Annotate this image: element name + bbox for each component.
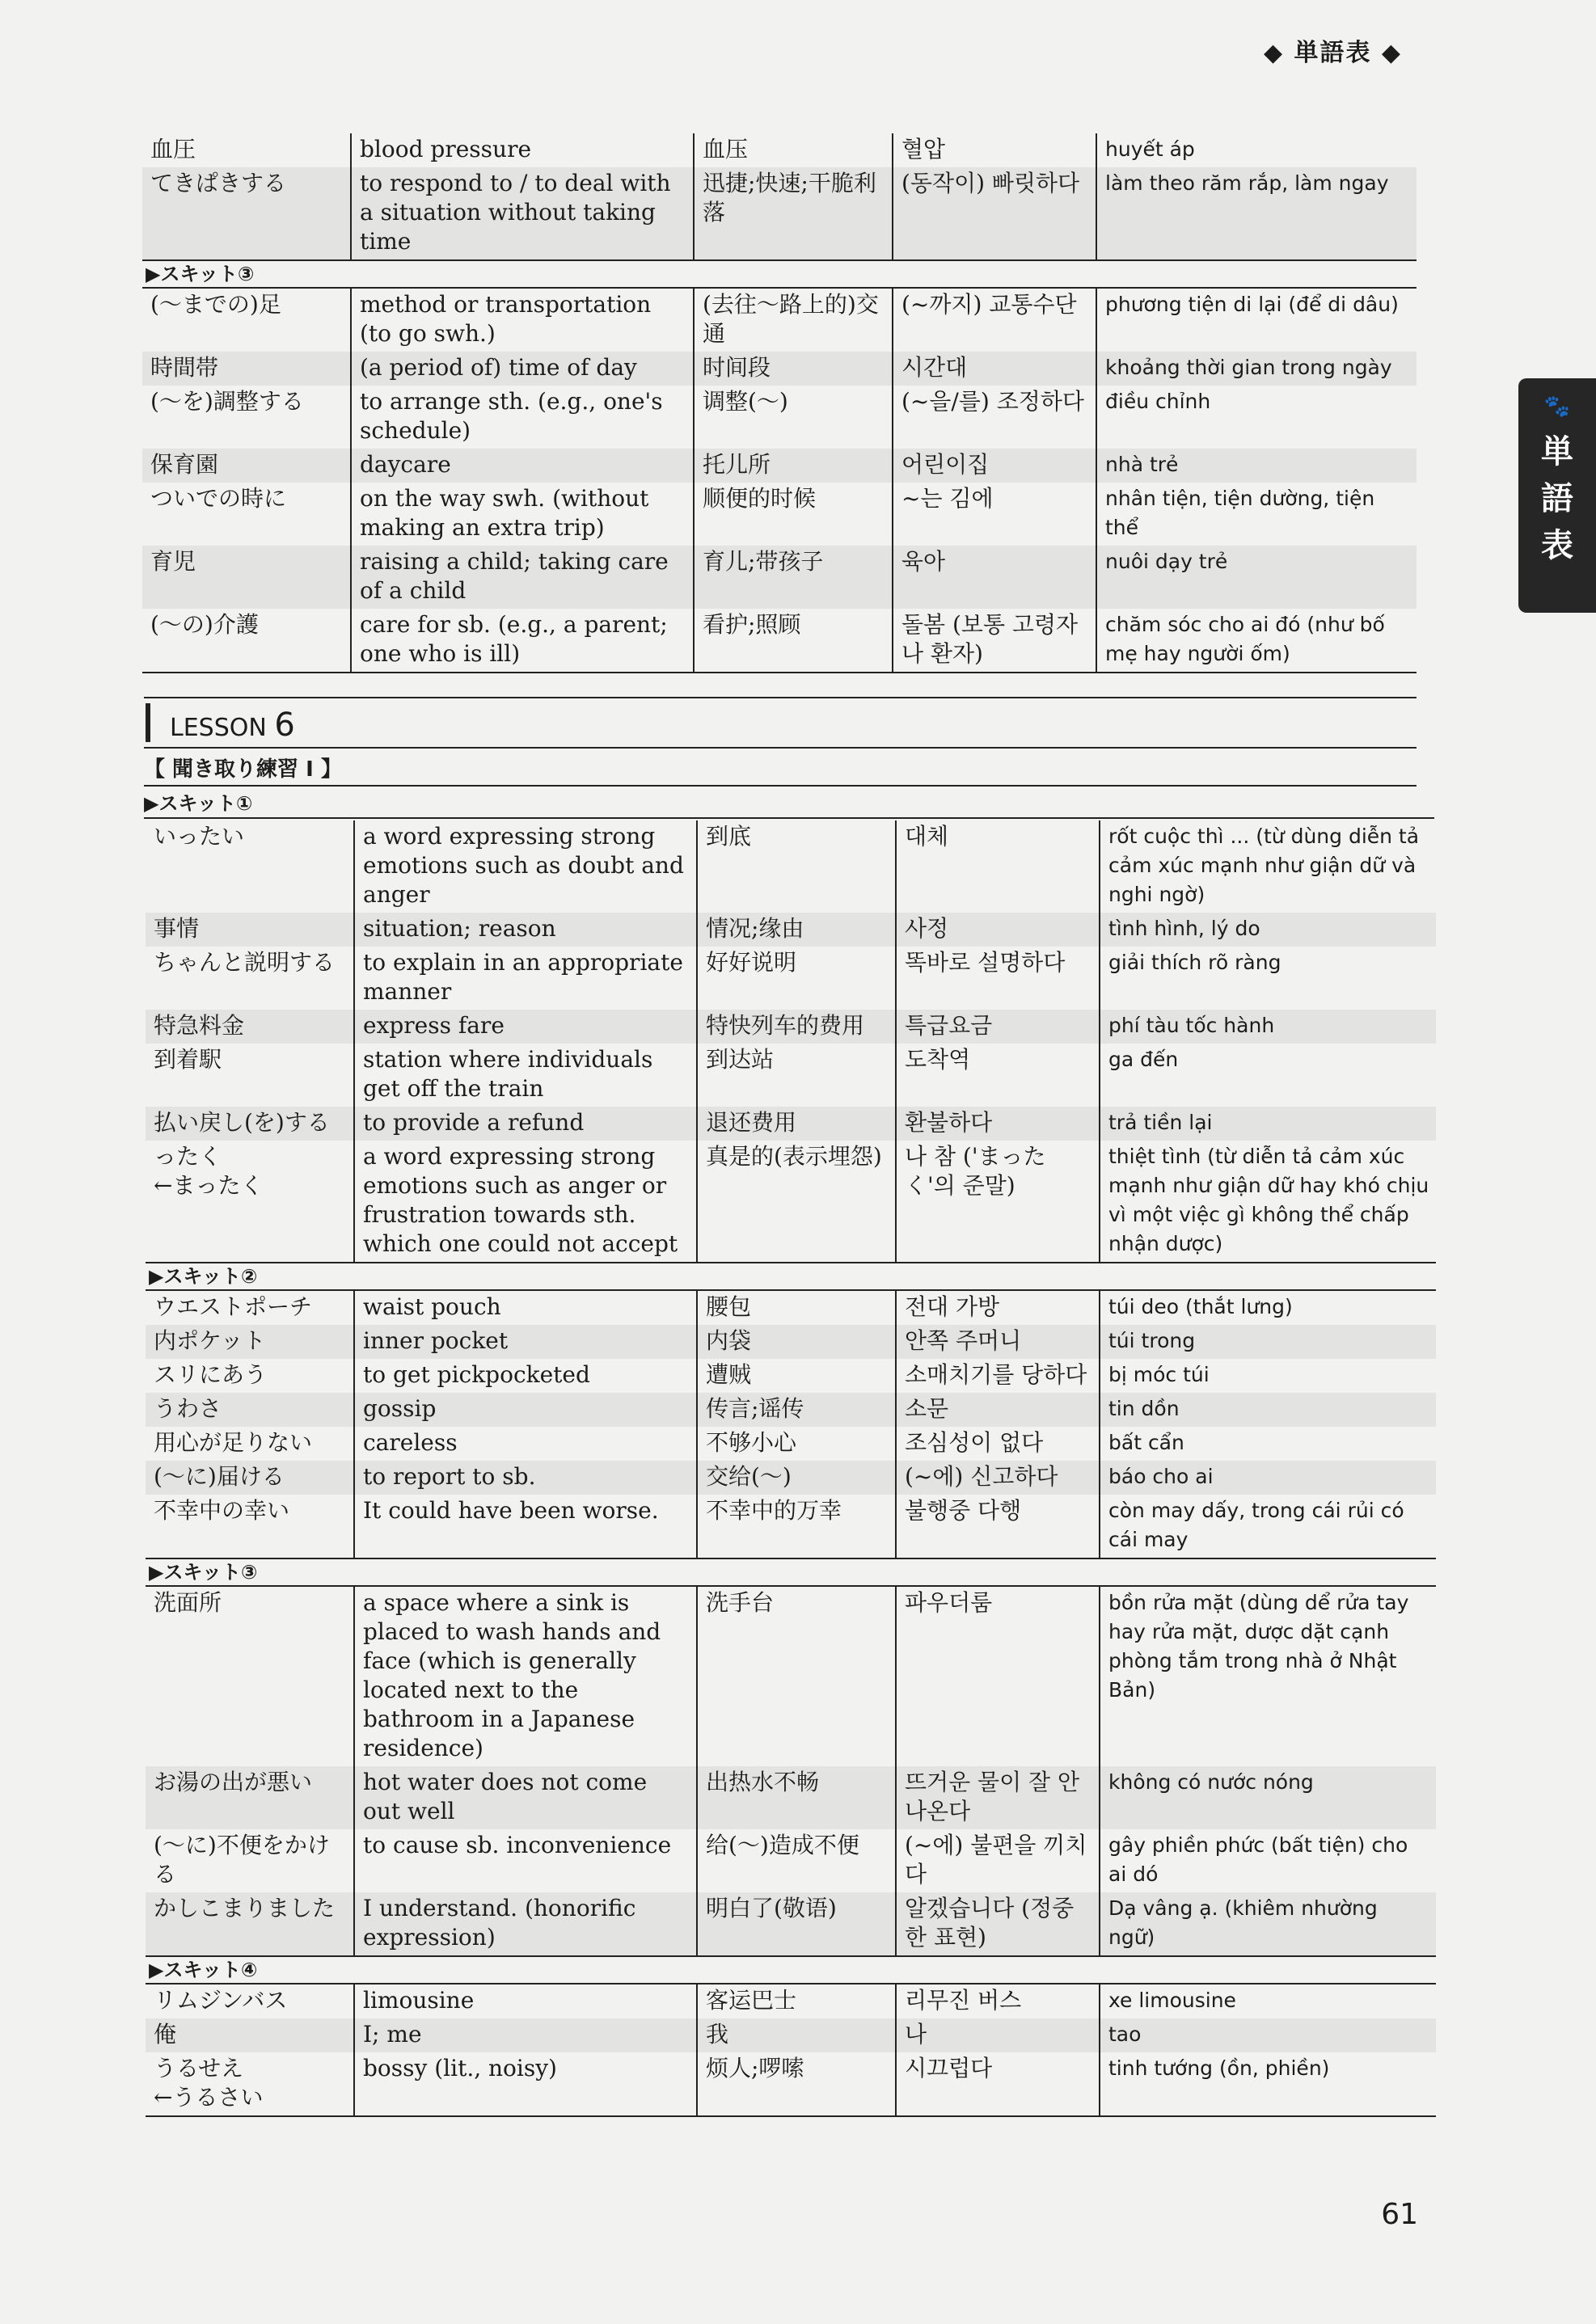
vocab-cell-jp: リムジンバス — [154, 1987, 288, 2014]
vocab-row — [142, 133, 1417, 167]
section-heading: ▶スキット③ — [146, 1558, 1436, 1586]
section-heading: ▶スキット② — [146, 1263, 1436, 1290]
vocab-row — [142, 386, 1417, 449]
vocab-cell-jp: (〜に)不便をかける — [154, 1832, 330, 1887]
vocab-row — [146, 1586, 1436, 1766]
section-heading-row — [146, 1558, 1436, 1586]
vocab-row — [142, 167, 1417, 260]
vocab-cell-ko: (~을/를) 조정하다 — [893, 386, 1096, 449]
lesson-heading — [144, 697, 1417, 749]
vocab-cell-jp: ウエストポーチ — [154, 1293, 313, 1320]
vocab-cell-zh: 明白了(敬语) — [697, 1892, 896, 1956]
vocab-cell-zh: 顺便的时候 — [694, 483, 893, 546]
vocab-cell-vi: gây phiền phức (bất tiện) cho ai dó — [1100, 1829, 1436, 1892]
vocab-cell-vi: rốt cuộc thì ... (từ dùng diễn tả cảm xúc mạnh như giận dữ và nghi ngờ) — [1100, 820, 1436, 913]
vocab-cell-jp: 到着駅 — [154, 1046, 222, 1073]
vocab-row — [146, 1290, 1436, 1325]
vocab-cell-ko: 파우더룸 — [896, 1586, 1100, 1766]
vocab-cell-en: a word expressing strong emotions such as doubt and anger — [354, 820, 697, 913]
page-number: 61 — [1381, 2198, 1418, 2231]
vocab-cell-ko: 불행중 다행 — [896, 1495, 1100, 1558]
vocab-row — [146, 1141, 1436, 1263]
vocab-cell-zh: 客运巴士 — [697, 1984, 896, 2018]
vocab-cell-jp: (〜を)調整する — [150, 388, 304, 415]
vocab-cell-ko: (~에) 신고하다 — [896, 1461, 1100, 1495]
section-heading-row — [146, 1263, 1436, 1290]
vocab-cell-vi: túi trong — [1100, 1325, 1436, 1359]
vocab-row — [146, 1325, 1436, 1359]
side-tab — [1518, 378, 1596, 613]
vocab-cell-zh: 传言;谣传 — [697, 1393, 896, 1427]
vocab-row — [146, 2052, 1436, 2116]
vocab-cell-jp: 内ポケット — [146, 1325, 354, 1359]
vocab-cell-zh: 迅捷;快速;干脆利落 — [694, 167, 893, 260]
vocab-cell-vi: phí tàu tốc hành — [1100, 1010, 1436, 1044]
vocab-cell-en: on the way swh. (without making an extra trip) — [351, 483, 694, 546]
vocab-cell-zh: 不够小心 — [697, 1427, 896, 1461]
vocab-cell-en: (a period of) time of day — [351, 352, 694, 386]
vocab-cell-jp: ついでの時に — [150, 485, 287, 512]
vocab-row — [146, 1892, 1436, 1956]
vocab-cell-en: situation; reason — [354, 913, 697, 947]
vocab-cell-en: to cause sb. inconvenience — [354, 1829, 697, 1892]
side-tab-char: 表 — [1541, 527, 1573, 564]
vocab-cell-en: to arrange sth. (e.g., one's schedule) — [351, 386, 694, 449]
vocab-cell-ko: 전대 가방 — [896, 1290, 1100, 1325]
vocab-row — [146, 2018, 1436, 2052]
vocab-row — [146, 1044, 1436, 1107]
vocab-row — [146, 1427, 1436, 1461]
vocab-cell-ko: 나 참 ('まったく'의 준말) — [896, 1141, 1100, 1263]
vocab-cell-ko: 안쪽 주머니 — [896, 1325, 1100, 1359]
vocab-cell-zh: 到达站 — [697, 1044, 896, 1107]
vocab-cell-jp: てきぱきする — [142, 167, 351, 260]
vocab-cell-ko: (~에) 불편을 끼치다 — [896, 1829, 1100, 1892]
vocab-cell-en: blood pressure — [351, 133, 694, 167]
section-heading-row — [146, 1956, 1436, 1984]
vocab-cell-jp: ちゃんと説明する — [154, 949, 336, 976]
side-tab-char: 単 — [1541, 433, 1573, 470]
vocab-cell-ko: 똑바로 설명하다 — [896, 947, 1100, 1010]
vocab-cell-en: gossip — [354, 1393, 697, 1427]
vocab-row — [146, 1829, 1436, 1892]
vocab-row — [146, 913, 1436, 947]
vocab-cell-vi: nhà trẻ — [1096, 449, 1417, 483]
running-head: ◆ 単語表 ◆ — [1263, 39, 1402, 67]
vocab-cell-vi: giải thích rõ ràng — [1100, 947, 1436, 1010]
vocab-cell-zh: 退还费用 — [697, 1107, 896, 1141]
vocab-cell-ko: (동작이) 빠릿하다 — [893, 167, 1096, 260]
vocab-cell-jp: 血圧 — [150, 136, 196, 162]
vocab-cell-jp: 俺 — [146, 2018, 354, 2052]
vocab-cell-ko: 특급요금 — [896, 1010, 1100, 1044]
vocab-cell-en: hot water does not come out well — [354, 1766, 697, 1829]
vocab-cell-zh: 洗手台 — [697, 1586, 896, 1766]
vocab-cell-ko: 돌봄 (보통 고령자나 환자) — [893, 609, 1096, 673]
vocab-cell-zh: 到底 — [697, 820, 896, 913]
vocab-cell-jp: いったい — [154, 823, 245, 850]
vocab-row — [146, 820, 1436, 913]
vocab-cell-zh: 特快列车的费用 — [697, 1010, 896, 1044]
vocab-cell-ko: 사정 — [896, 913, 1100, 947]
vocab-cell-zh: 托儿所 — [694, 449, 893, 483]
vocab-cell-vi: điều chỉnh — [1096, 386, 1417, 449]
vocab-cell-zh: 出热水不畅 — [697, 1766, 896, 1829]
vocab-cell-vi: thiệt tình (từ diễn tả cảm xúc mạnh như giận dữ hay khó chịu vì một việc gì không thể chấp nhận dược) — [1100, 1141, 1436, 1263]
vocab-cell-en: express fare — [354, 1010, 697, 1044]
vocab-cell-jp: ったく ←まったく — [154, 1143, 264, 1199]
vocab-cell-vi: trả tiền lại — [1100, 1107, 1436, 1141]
lesson-number: 6 — [274, 706, 295, 744]
vocab-cell-zh: 好好说明 — [697, 947, 896, 1010]
vocab-cell-jp: 洗面所 — [154, 1589, 222, 1616]
vocab-cell-zh: 烦人;啰嗦 — [697, 2052, 896, 2116]
vocab-row — [146, 1495, 1436, 1558]
vocab-cell-ko: 육아 — [893, 546, 1096, 609]
vocab-cell-zh: 看护;照顾 — [694, 609, 893, 673]
vocab-row — [146, 1107, 1436, 1141]
vocab-cell-ko: 대체 — [896, 820, 1100, 913]
vocab-cell-vi: huyết áp — [1096, 133, 1417, 167]
vocab-row — [142, 288, 1417, 352]
side-tab-char: 語 — [1541, 480, 1573, 517]
vocab-cell-en: raising a child; taking care of a child — [351, 546, 694, 609]
section-heading: ▶スキット③ — [142, 260, 1417, 288]
vocab-cell-vi: không có nước nóng — [1100, 1766, 1436, 1829]
vocab-row — [146, 947, 1436, 1010]
vocab-cell-en: daycare — [351, 449, 694, 483]
vocab-cell-zh: 腰包 — [697, 1290, 896, 1325]
vocab-cell-zh: (去往〜路上的)交通 — [694, 288, 893, 352]
vocab-table-lesson6 — [146, 820, 1436, 2117]
vocab-cell-jp: 時間帯 — [142, 352, 351, 386]
vocab-cell-zh: 育儿;带孩子 — [694, 546, 893, 609]
vocab-cell-jp: うるせえ ←うるさい — [146, 2052, 354, 2116]
vocab-cell-en: method or transportation (to go swh.) — [351, 288, 694, 352]
vocab-cell-ko: ~는 김에 — [893, 483, 1096, 546]
vocab-cell-en: to explain in an appropriate manner — [354, 947, 697, 1010]
vocab-cell-jp: かしこまりました — [146, 1892, 354, 1956]
vocab-cell-ko: 시끄럽다 — [896, 2052, 1100, 2116]
vocab-row — [142, 483, 1417, 546]
vocab-cell-en: care for sb. (e.g., a parent; one who is ill) — [351, 609, 694, 673]
vocab-row — [146, 1461, 1436, 1495]
vocab-cell-vi: bất cẩn — [1100, 1427, 1436, 1461]
vocab-cell-vi: nhân tiện, tiện dường, tiện thể — [1096, 483, 1417, 546]
vocab-table-top — [142, 133, 1417, 673]
vocab-cell-ko: 알겠습니다 (정중한 표현) — [896, 1892, 1100, 1956]
vocab-cell-vi: còn may dấy, trong cái rủi có cái may — [1100, 1495, 1436, 1558]
vocab-cell-en: to get pickpocketed — [354, 1359, 697, 1393]
vocab-cell-en: a space where a sink is placed to wash hands and face (which is generally located next to the bathroom in a Japanese residence) — [354, 1586, 697, 1766]
vocab-row — [146, 1984, 1436, 2018]
vocab-cell-ko: 조심성이 없다 — [896, 1427, 1100, 1461]
vocab-cell-ko: 도착역 — [896, 1044, 1100, 1107]
vocab-cell-en: to respond to / to deal with a situation without taking time — [351, 167, 694, 260]
vocab-cell-vi: chăm sóc cho ai đó (như bố mẹ hay người ốm) — [1096, 609, 1417, 673]
vocab-cell-en: I; me — [354, 2018, 697, 2052]
vocab-cell-ko: 소매치기를 당하다 — [896, 1359, 1100, 1393]
vocab-cell-vi: tao — [1100, 2018, 1436, 2052]
vocab-cell-en: to report to sb. — [354, 1461, 697, 1495]
section-heading: ▶スキット① — [144, 790, 1434, 819]
vocab-cell-ko: 혈압 — [893, 133, 1096, 167]
vocab-cell-zh: 交给(〜) — [697, 1461, 896, 1495]
vocab-cell-en: a word expressing strong emotions such as anger or frustration towards sth. which one could not accept — [354, 1141, 697, 1263]
vocab-cell-en: I understand. (honorific expression) — [354, 1892, 697, 1956]
vocab-cell-vi: tin dồn — [1100, 1393, 1436, 1427]
vocab-cell-zh: 时间段 — [694, 352, 893, 386]
vocab-row — [146, 1010, 1436, 1044]
vocab-cell-ko: 나 — [896, 2018, 1100, 2052]
lesson-title — [170, 706, 295, 744]
vocab-cell-vi: túi deo (thắt lưng) — [1100, 1290, 1436, 1325]
vocab-cell-en: to provide a refund — [354, 1107, 697, 1141]
vocab-cell-ko: 어린이집 — [893, 449, 1096, 483]
vocab-row — [146, 1393, 1436, 1427]
vocab-cell-jp: 不幸中の幸い — [154, 1497, 290, 1524]
vocab-cell-ko: (~까지) 교통수단 — [893, 288, 1096, 352]
vocab-cell-jp: 払い戻し(を)する — [146, 1107, 354, 1141]
lesson-label: LESSON — [170, 714, 267, 742]
vocab-cell-vi: báo cho ai — [1100, 1461, 1436, 1495]
vocab-cell-vi: phương tiện di lại (để di dâu) — [1096, 288, 1417, 352]
vocab-cell-en: waist pouch — [354, 1290, 697, 1325]
vocab-cell-vi: xe limousine — [1100, 1984, 1436, 2018]
vocab-cell-jp: スリにあう — [154, 1361, 268, 1388]
vocab-cell-ko: 시간대 — [893, 352, 1096, 386]
vocab-cell-zh: 遭贼 — [697, 1359, 896, 1393]
vocab-cell-ko: 소문 — [896, 1393, 1100, 1427]
lesson-heading-bar — [146, 703, 150, 742]
vocab-cell-jp: うわさ — [146, 1393, 354, 1427]
section-heading-row — [142, 260, 1417, 288]
vocab-cell-zh: 我 — [697, 2018, 896, 2052]
vocab-cell-ko: 리무진 버스 — [896, 1984, 1100, 2018]
vocab-cell-vi: khoảng thời gian trong ngày — [1096, 352, 1417, 386]
vocab-cell-jp: (〜の)介護 — [142, 609, 351, 673]
vocab-cell-en: inner pocket — [354, 1325, 697, 1359]
vocab-cell-en: It could have been worse. — [354, 1495, 697, 1558]
vocab-cell-jp: 事情 — [146, 913, 354, 947]
section-heading: ▶スキット④ — [146, 1956, 1436, 1984]
vocab-cell-jp: お湯の出が悪い — [146, 1766, 354, 1829]
vocab-cell-en: station where individuals get off the train — [354, 1044, 697, 1107]
vocab-cell-zh: 不幸中的万幸 — [697, 1495, 896, 1558]
vocab-cell-vi: Dạ vâng ạ. (khiêm nhường ngữ) — [1100, 1892, 1436, 1956]
vocab-cell-jp: 用心が足りない — [154, 1429, 313, 1456]
vocab-cell-vi: ga đến — [1100, 1044, 1436, 1107]
vocab-cell-zh: 情况;缘由 — [697, 913, 896, 947]
vocab-row — [146, 1766, 1436, 1829]
vocab-cell-vi: tinh tướng (ồn, phiền) — [1100, 2052, 1436, 2116]
vocab-cell-jp: 特急料金 — [146, 1010, 354, 1044]
vocab-cell-jp: 保育園 — [142, 449, 351, 483]
vocab-row — [142, 352, 1417, 386]
vocab-cell-vi: tình hình, lý do — [1100, 913, 1436, 947]
vocab-cell-zh: 给(〜)造成不便 — [697, 1829, 896, 1892]
vocab-row — [142, 546, 1417, 609]
vocab-cell-ko: 환불하다 — [896, 1107, 1100, 1141]
vocab-cell-zh: 真是的(表示埋怨) — [697, 1141, 896, 1263]
vocab-cell-jp: 育児 — [142, 546, 351, 609]
vocab-row — [142, 609, 1417, 673]
vocab-cell-vi: làm theo răm rắp, làm ngay — [1096, 167, 1417, 260]
practice-heading: 【 聞き取り練習 I 】 — [144, 756, 1417, 787]
paw-icon: 🐾 — [1543, 394, 1571, 419]
vocab-cell-jp: (〜までの)足 — [150, 291, 281, 318]
vocab-row — [142, 449, 1417, 483]
vocab-cell-vi: bị móc túi — [1100, 1359, 1436, 1393]
vocab-cell-ko: 뜨거운 물이 잘 안 나온다 — [896, 1766, 1100, 1829]
vocab-cell-en: limousine — [354, 1984, 697, 2018]
vocab-cell-vi: bồn rửa mặt (dùng dể rửa tay hay rửa mặt, dược dặt cạnh phòng tắm trong nhà ở Nhật Bản) — [1100, 1586, 1436, 1766]
vocab-row — [146, 1359, 1436, 1393]
vocab-cell-zh: 血压 — [694, 133, 893, 167]
vocab-cell-en: bossy (lit., noisy) — [354, 2052, 697, 2116]
vocab-cell-zh: 内袋 — [697, 1325, 896, 1359]
vocab-cell-en: careless — [354, 1427, 697, 1461]
vocab-cell-jp: (〜に)届ける — [146, 1461, 354, 1495]
vocab-cell-zh: 调整(〜) — [694, 386, 893, 449]
vocab-cell-vi: nuôi dạy trẻ — [1096, 546, 1417, 609]
